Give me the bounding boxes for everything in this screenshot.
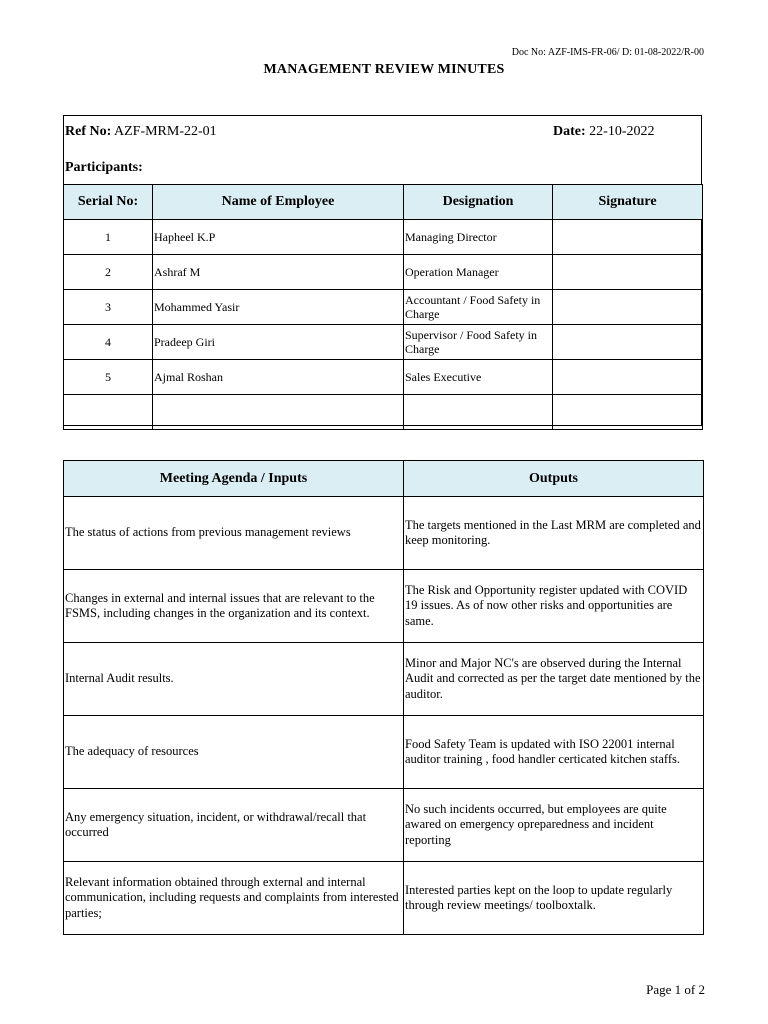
participants-section — [63, 115, 702, 426]
ref-label: Ref No: — [65, 124, 112, 139]
table-row — [64, 570, 704, 643]
date-label: Date: — [553, 124, 586, 139]
page-title: MANAGEMENT REVIEW MINUTES — [263, 62, 505, 77]
signature-cell — [553, 255, 703, 290]
signature-cell — [553, 360, 703, 395]
header-agenda-inputs: Meeting Agenda / Inputs — [64, 461, 404, 497]
agenda-input-cell: Internal Audit results. — [64, 643, 404, 716]
designation-cell — [404, 395, 553, 430]
agenda-output-cell: No such incidents occurred, but employees are quite awared on emergency opreparedness and incident reporting — [404, 789, 704, 862]
serial-cell: 1 — [64, 220, 153, 255]
header-signature: Signature — [553, 185, 703, 220]
ref-value: AZF-MRM-22-01 — [114, 124, 217, 139]
agenda-input-cell: Any emergency situation, incident, or withdrawal/recall that occurred — [64, 789, 404, 862]
table-row — [64, 360, 703, 395]
header-serial-no: Serial No: — [64, 185, 153, 220]
agenda-input-cell: The adequacy of resources — [64, 716, 404, 789]
designation-cell: Sales Executive — [404, 360, 553, 395]
agenda-input-cell: The status of actions from previous management reviews — [64, 497, 404, 570]
table-row — [64, 395, 703, 430]
signature-cell — [553, 325, 703, 360]
table-row — [64, 716, 704, 789]
header-employee-name: Name of Employee — [153, 185, 404, 220]
designation-cell: Supervisor / Food Safety in Charge — [404, 325, 553, 360]
signature-cell — [553, 290, 703, 325]
serial-cell: 5 — [64, 360, 153, 395]
employee-name-cell: Ashraf M — [153, 255, 404, 290]
employee-name-cell — [153, 395, 404, 430]
date-value: 22-10-2022 — [589, 124, 655, 139]
agenda-table — [63, 460, 704, 935]
signature-cell — [553, 220, 703, 255]
table-row — [64, 290, 703, 325]
employee-name-cell: Pradeep Giri — [153, 325, 404, 360]
table-row — [64, 220, 703, 255]
participants-label: Participants: — [65, 160, 143, 175]
serial-cell: 2 — [64, 255, 153, 290]
agenda-input-cell: Changes in external and internal issues that are relevant to the FSMS, including changes in the organization and its context. — [64, 570, 404, 643]
table-row — [64, 862, 704, 935]
participants-table — [63, 184, 703, 430]
employee-name-cell: Mohammed Yasir — [153, 290, 404, 325]
page-number: Page 1 of 2 — [646, 982, 705, 997]
table-row — [64, 255, 703, 290]
agenda-output-cell: Food Safety Team is updated with ISO 22001 internal auditor training , food handler certicated kitchen staffs. — [404, 716, 704, 789]
ref-field — [65, 124, 217, 140]
serial-cell: 4 — [64, 325, 153, 360]
table-row — [64, 643, 704, 716]
table-header-row — [64, 185, 703, 220]
table-row — [64, 325, 703, 360]
employee-name-cell: Hapheel K.P — [153, 220, 404, 255]
designation-cell: Accountant / Food Safety in Charge — [404, 290, 553, 325]
header-designation: Designation — [404, 185, 553, 220]
agenda-output-cell: Interested parties kept on the loop to update regularly through review meetings/ toolboxtalk. — [404, 862, 704, 935]
agenda-input-cell: Relevant information obtained through external and internal communication, including requests and complaints from interested parties; — [64, 862, 404, 935]
table-row — [64, 789, 704, 862]
date-field — [553, 124, 654, 140]
agenda-output-cell: The Risk and Opportunity register updated with COVID 19 issues. As of now other risks and opportunities are same. — [404, 570, 704, 643]
document-number: Doc No: AZF-IMS-FR-06/ D: 01-08-2022/R-00 — [511, 47, 704, 58]
header-outputs: Outputs — [404, 461, 704, 497]
employee-name-cell: Ajmal Roshan — [153, 360, 404, 395]
agenda-output-cell: Minor and Major NC's are observed during the Internal Audit and corrected as per the target date mentioned by the auditor. — [404, 643, 704, 716]
designation-cell: Operation Manager — [404, 255, 553, 290]
table-row — [64, 497, 704, 570]
table-header-row — [64, 461, 704, 497]
designation-cell: Managing Director — [404, 220, 553, 255]
agenda-output-cell: The targets mentioned in the Last MRM are completed and keep monitoring. — [404, 497, 704, 570]
serial-cell: 3 — [64, 290, 153, 325]
signature-cell — [553, 395, 703, 430]
serial-cell — [64, 395, 153, 430]
